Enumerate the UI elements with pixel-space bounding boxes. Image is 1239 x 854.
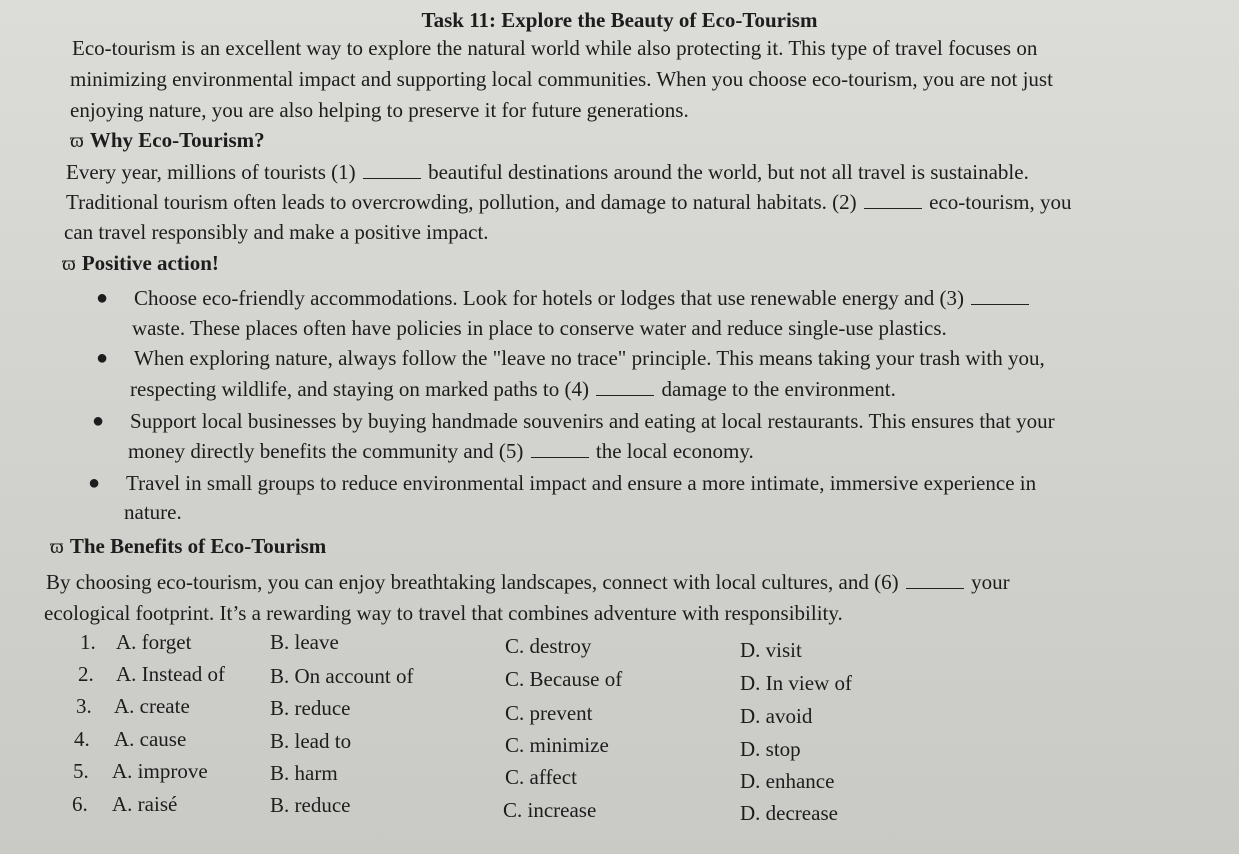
option-c[interactable]: C. increase <box>503 798 597 822</box>
positive-heading-text: Positive action! <box>81 251 219 275</box>
blank-1[interactable] <box>363 160 421 179</box>
section-marker-icon: ϖ <box>50 534 64 558</box>
bullet-2-line-1: ● When exploring nature, always follow the "leave no trace" principle. This means taking your trash with you, <box>134 343 1045 374</box>
blank-4[interactable] <box>596 377 654 396</box>
option-a[interactable]: A. Instead of <box>116 662 226 686</box>
bullet-dot-icon: ● <box>88 472 101 494</box>
why-line-3: can travel responsibly and make a positive impact. <box>64 220 489 244</box>
bullet-dot-icon: ● <box>96 347 109 369</box>
bullet-3-line-2: money directly benefits the community and (5) the local economy. <box>128 439 754 463</box>
task-title: Task 11: Explore the Beauty of Eco-Tourism <box>421 8 818 32</box>
option-c[interactable]: C. destroy <box>505 634 592 658</box>
bullet-3-line-1: ● Support local businesses by buying handmade souvenirs and eating at local restaurants. This ensures that your <box>130 406 1055 437</box>
option-b[interactable]: B. On account of <box>270 664 414 688</box>
blank-2[interactable] <box>864 190 922 209</box>
option-d[interactable]: D. enhance <box>740 769 835 793</box>
option-b[interactable]: B. reduce <box>270 696 351 720</box>
blank-6[interactable] <box>906 570 964 589</box>
option-a[interactable]: A. cause <box>114 727 187 751</box>
option-b[interactable]: B. leave <box>270 630 339 654</box>
question-number: 5. <box>73 759 89 783</box>
option-a[interactable]: A. improve <box>112 759 208 783</box>
option-c[interactable]: C. Because of <box>505 667 623 691</box>
question-number: 1. <box>80 630 96 654</box>
bullet-dot-icon: ● <box>96 287 109 309</box>
option-d[interactable]: D. visit <box>740 638 802 662</box>
bullet-1-line-2: waste. These places often have policies in place to conserve water and reduce single-use plastics. <box>132 316 947 340</box>
blank-5[interactable] <box>531 439 589 458</box>
intro-line-2: minimizing environmental impact and supporting local communities. When you choose eco-tourism, you are not just <box>70 67 1053 91</box>
intro-line-1: Eco-tourism is an excellent way to explore the natural world while also protecting it. This type of travel focuses on <box>72 36 1038 60</box>
positive-heading <box>62 251 219 276</box>
benefits-line-1: By choosing eco-tourism, you can enjoy breathtaking landscapes, connect with local cultures, and (6) your <box>46 570 1010 594</box>
option-a[interactable]: A. raisé <box>112 792 178 816</box>
bullet-dot-icon: ● <box>92 410 105 432</box>
benefits-heading <box>50 534 326 559</box>
option-d[interactable]: D. In view of <box>740 671 852 695</box>
option-b[interactable]: B. harm <box>270 761 338 785</box>
option-b[interactable]: B. reduce <box>270 793 351 817</box>
option-a[interactable]: A. forget <box>116 630 192 654</box>
why-line-2: Traditional tourism often leads to overcrowding, pollution, and damage to natural habitats. (2) eco-tourism, you <box>66 190 1072 214</box>
benefits-line-2: ecological footprint. It’s a rewarding way to travel that combines adventure with responsibility. <box>44 601 843 625</box>
option-b[interactable]: B. lead to <box>270 729 352 753</box>
bullet-1-line-1: ● Choose eco-friendly accommodations. Look for hotels or lodges that use renewable energy and (3) <box>134 283 1031 314</box>
bullet-2-line-2: respecting wildlife, and staying on marked paths to (4) damage to the environment. <box>130 377 896 401</box>
bullet-4-line-2: nature. <box>124 500 182 524</box>
question-number: 4. <box>74 727 90 751</box>
intro-line-3: enjoying nature, you are also helping to preserve it for future generations. <box>70 98 689 122</box>
question-number: 2. <box>78 662 94 686</box>
option-c[interactable]: C. minimize <box>505 733 609 757</box>
section-marker-icon: ϖ <box>70 128 84 152</box>
option-d[interactable]: D. decrease <box>740 801 838 825</box>
benefits-heading-text: The Benefits of Eco-Tourism <box>69 534 327 558</box>
bullet-4-line-1: ● Travel in small groups to reduce environmental impact and ensure a more intimate, immersive experience in <box>126 468 1036 499</box>
option-c[interactable]: C. prevent <box>505 701 593 725</box>
question-number: 6. <box>72 792 88 816</box>
why-line-1: Every year, millions of tourists (1) beautiful destinations around the world, but not all travel is sustainable. <box>66 160 1029 184</box>
section-marker-icon: ϖ <box>62 251 76 275</box>
option-d[interactable]: D. avoid <box>740 704 813 728</box>
why-heading <box>70 128 265 153</box>
option-c[interactable]: C. affect <box>505 765 577 789</box>
why-heading-text: Why Eco-Tourism? <box>89 128 265 152</box>
blank-3[interactable] <box>971 286 1029 305</box>
option-a[interactable]: A. create <box>114 694 190 718</box>
option-d[interactable]: D. stop <box>740 737 801 761</box>
question-number: 3. <box>76 694 92 718</box>
